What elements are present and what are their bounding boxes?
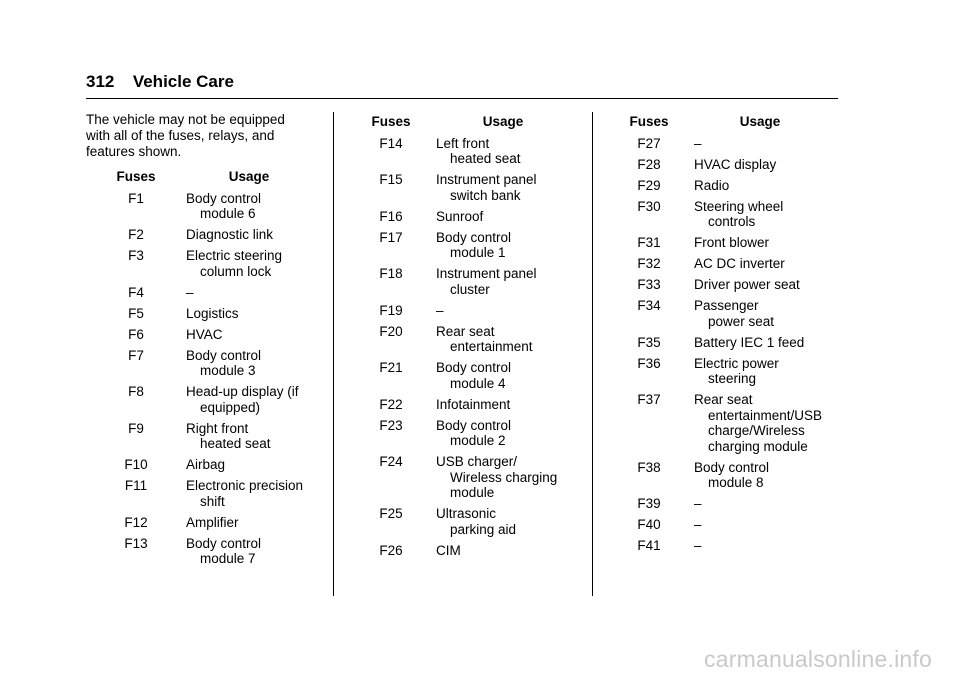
fuse-usage (436, 136, 588, 167)
fuse-id: F32 (637, 256, 661, 271)
fuse-usage-text: HVAC display (694, 156, 777, 172)
fuse-usage (694, 538, 844, 554)
fuse-usage (694, 460, 844, 491)
table-row (604, 277, 844, 293)
fuse-usage-text: Body control module 8 (694, 459, 770, 490)
fuse-id: F24 (379, 454, 403, 469)
fuse-id: F23 (379, 417, 403, 433)
fuse-usage (694, 298, 844, 329)
fuse-usage (186, 327, 330, 343)
fuse-usage-text: – (436, 302, 444, 318)
table-row (604, 496, 844, 512)
table-row (346, 324, 588, 355)
fuse-id: F19 (379, 302, 403, 318)
table-row (604, 136, 844, 152)
fuse-usage-text: Front blower (694, 235, 770, 250)
fuse-id: F30 (637, 198, 661, 214)
table-row (604, 235, 844, 251)
table-row (86, 384, 330, 415)
table-row (604, 460, 844, 491)
fuse-usage-text: Body control module 6 (186, 190, 262, 221)
fuse-usage (694, 199, 844, 230)
fuse-id: F14 (379, 135, 403, 151)
fuse-id: F20 (379, 323, 403, 339)
fuse-usage (436, 397, 588, 413)
fuse-usage (436, 360, 588, 391)
fuse-usage (436, 303, 588, 319)
fuse-usage-text: Rear seat entertainment/USB charge/Wireless charging module (694, 392, 823, 454)
fuse-id: F33 (637, 277, 661, 292)
fuse-usage-text: Battery IEC 1 feed (694, 334, 805, 350)
table-row (86, 421, 330, 452)
header-divider (86, 98, 838, 99)
fuse-usage-text: Right front heated seat (186, 420, 271, 451)
fuse-usage (186, 457, 330, 473)
table-row (346, 230, 588, 261)
fuses-header: Fuses (629, 113, 669, 129)
fuse-usage-text: – (694, 517, 702, 532)
section-title: Vehicle Care (132, 72, 234, 91)
fuse-usage (186, 348, 330, 379)
table-row (86, 285, 330, 301)
fuses-header: Fuses (116, 168, 156, 184)
table-row (346, 303, 588, 319)
table-row (86, 191, 330, 222)
fuse-usage-text: Instrument panel cluster (436, 266, 537, 297)
fuse-usage (694, 496, 844, 512)
table-row (86, 536, 330, 567)
fuse-id: F17 (379, 229, 403, 245)
fuse-usage-text: Diagnostic link (186, 227, 274, 242)
fuse-usage-text: Left front heated seat (436, 135, 521, 166)
fuse-usage-text: Amplifier (186, 514, 239, 530)
fuse-id: F7 (128, 347, 144, 363)
table-row (86, 515, 330, 531)
fuse-id: F28 (637, 156, 661, 172)
fuse-usage-text: Body control module 7 (186, 535, 262, 566)
fuse-id: F1 (128, 190, 144, 206)
fuse-usage-text: Logistics (186, 305, 239, 321)
fuse-id: F5 (128, 305, 144, 321)
table-row (346, 172, 588, 203)
watermark: carmanualsonline.info (704, 646, 932, 672)
fuse-usage (186, 421, 330, 452)
fuse-id: F21 (379, 360, 403, 375)
table-row (346, 506, 588, 537)
fuse-id: F3 (128, 248, 144, 263)
fuse-usage (186, 478, 330, 509)
fuse-usage-text: Passenger power seat (694, 298, 775, 329)
fuse-usage-text: Airbag (186, 457, 226, 472)
fuse-id: F18 (379, 266, 403, 281)
fuse-usage (694, 136, 844, 152)
intro-note: The vehicle may not be equipped with all of the fuses, relays, and features shown. (86, 112, 285, 159)
fuse-usage (694, 235, 844, 251)
table-row (86, 227, 330, 243)
fuse-usage (694, 517, 844, 533)
table-row (86, 248, 330, 279)
fuse-id: F41 (637, 538, 661, 553)
table-row (346, 136, 588, 167)
fuse-usage (186, 285, 330, 301)
fuse-usage (186, 536, 330, 567)
fuse-id: F11 (124, 478, 148, 493)
fuse-usage (694, 392, 844, 454)
fuse-id: F15 (379, 172, 403, 187)
fuse-id: F16 (379, 208, 403, 224)
fuse-usage (436, 506, 588, 537)
usage-header: Usage (482, 113, 524, 129)
fuse-id: F25 (379, 506, 403, 521)
table-row (346, 418, 588, 449)
fuse-usage (694, 335, 844, 351)
table-header (604, 112, 844, 130)
fuse-id: F35 (637, 334, 661, 350)
table-row (346, 454, 588, 501)
usage-header: Usage (228, 168, 270, 184)
fuse-id: F31 (637, 235, 661, 250)
fuse-usage (694, 277, 844, 293)
fuse-id: F12 (124, 514, 148, 530)
table-header (346, 112, 588, 130)
fuse-id: F40 (637, 517, 661, 532)
fuse-usage (186, 191, 330, 222)
fuse-usage-text: Radio (694, 177, 730, 193)
fuse-usage (694, 157, 844, 173)
fuse-usage-text: Driver power seat (694, 277, 800, 292)
fuse-usage (436, 324, 588, 355)
fuse-id: F22 (379, 396, 403, 412)
fuse-usage (436, 230, 588, 261)
fuse-usage-text: – (186, 284, 194, 300)
fuse-id: F34 (637, 298, 661, 313)
fuse-usage (186, 248, 330, 279)
fuse-usage-text: CIM (436, 542, 461, 558)
table-row (604, 256, 844, 272)
fuse-usage-text: Steering wheel controls (694, 198, 784, 229)
fuse-usage (186, 384, 330, 415)
fuse-usage (436, 172, 588, 203)
fuse-usage-text: USB charger/ Wireless charging module (436, 454, 558, 500)
table-row (86, 478, 330, 509)
fuse-usage (694, 356, 844, 387)
fuse-usage-text: Rear seat entertainment (436, 323, 533, 354)
fuse-id: F4 (128, 284, 144, 300)
fuse-usage (694, 256, 844, 272)
table-row (346, 543, 588, 559)
table-header (86, 167, 330, 185)
fuse-column-2 (346, 112, 588, 558)
fuse-usage-text: Body control module 3 (186, 347, 262, 378)
fuse-id: F13 (124, 535, 148, 551)
fuse-usage (436, 454, 588, 501)
fuse-column-1 (86, 112, 330, 567)
fuse-usage-text: Electric power steering (694, 355, 779, 386)
page-header (86, 72, 838, 92)
table-row (346, 266, 588, 297)
table-row (604, 298, 844, 329)
table-row (346, 360, 588, 391)
fuse-id: F26 (379, 542, 403, 558)
fuse-column-3 (604, 112, 844, 554)
fuse-id: F9 (128, 420, 144, 436)
fuse-usage-text: Body control module 4 (436, 360, 512, 391)
table-row (604, 335, 844, 351)
fuse-usage-text: Instrument panel switch bank (436, 172, 537, 203)
fuse-usage (186, 306, 330, 322)
fuse-usage (436, 543, 588, 559)
fuse-usage-text: Electric steering column lock (186, 248, 283, 279)
column-divider (333, 112, 334, 596)
table-row (86, 457, 330, 473)
fuse-usage-text: Ultrasonic parking aid (436, 506, 517, 537)
fuse-id: F8 (128, 384, 144, 399)
fuse-usage (436, 209, 588, 225)
fuse-usage-text: Electronic precision shift (186, 478, 304, 509)
fuse-id: F29 (637, 177, 661, 193)
fuse-usage (436, 418, 588, 449)
table-row (86, 327, 330, 343)
fuse-usage (186, 515, 330, 531)
fuse-usage (186, 227, 330, 243)
column-divider (592, 112, 593, 596)
table-row (604, 392, 844, 454)
table-row (346, 209, 588, 225)
fuse-usage-text: HVAC (186, 326, 223, 342)
page-number: 312 (86, 72, 115, 91)
fuse-id: F27 (637, 135, 661, 151)
fuse-usage-text: Infotainment (436, 396, 511, 412)
usage-header: Usage (739, 113, 781, 129)
fuse-id: F38 (637, 459, 661, 475)
fuse-id: F36 (637, 355, 661, 371)
fuses-header: Fuses (371, 113, 411, 129)
fuse-usage-text: AC DC inverter (694, 256, 785, 271)
fuse-usage-text: Head-up display (if equipped) (186, 384, 299, 415)
fuse-usage (436, 266, 588, 297)
table-row (604, 356, 844, 387)
fuse-id: F37 (637, 392, 661, 407)
table-row (604, 517, 844, 533)
fuse-usage (694, 178, 844, 194)
fuse-usage-text: – (694, 496, 702, 511)
fuse-id: F2 (128, 227, 144, 242)
fuse-usage-text: – (694, 135, 702, 151)
table-row (604, 538, 844, 554)
fuse-usage-text: Body control module 1 (436, 229, 512, 260)
table-row (604, 157, 844, 173)
fuse-id: F39 (637, 496, 661, 511)
fuse-usage-text: Body control module 2 (436, 417, 512, 448)
table-row (86, 306, 330, 322)
table-row (604, 178, 844, 194)
fuse-id: F10 (124, 457, 148, 472)
fuse-usage-text: Sunroof (436, 208, 484, 224)
table-row (86, 348, 330, 379)
table-row (604, 199, 844, 230)
fuse-id: F6 (128, 326, 144, 342)
fuse-usage-text: – (694, 538, 702, 553)
table-row (346, 397, 588, 413)
